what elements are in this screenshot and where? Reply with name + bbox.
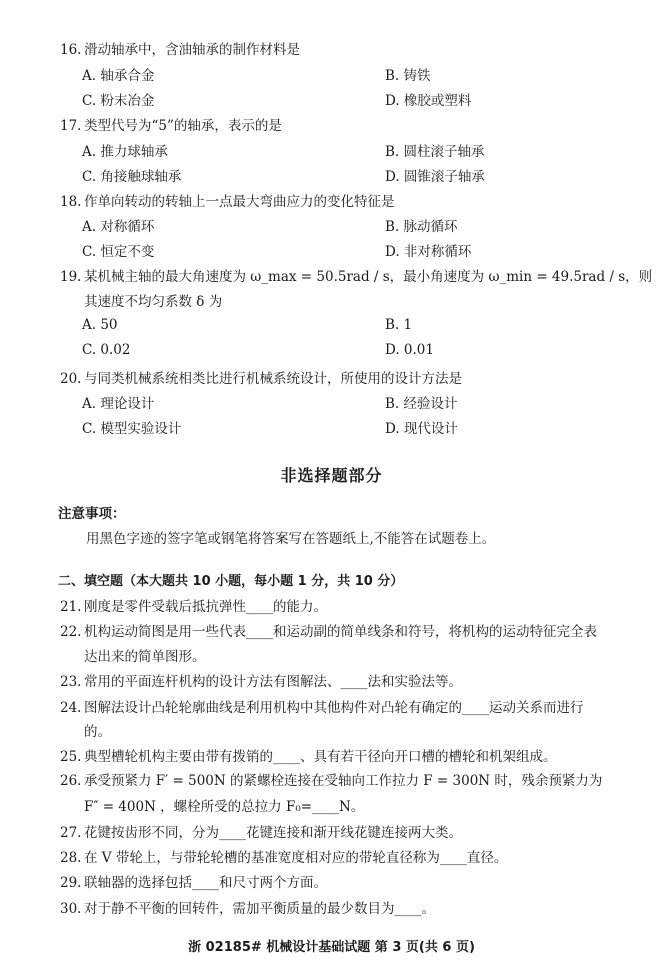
question-number: 24. [60, 700, 82, 716]
question-number: 18. [60, 194, 82, 210]
option-c: C. 恒定不变 [82, 244, 155, 260]
option-a: A. 对称循环 [82, 219, 155, 235]
option-b: B. 经验设计 [385, 396, 458, 412]
notice-heading: 注意事项： [58, 506, 126, 522]
question-stem: 作单向转动的转轴上一点最大弯曲应力的变化特征是 [84, 194, 395, 210]
question-23 [60, 670, 462, 690]
question-text: 图解法设计凸轮轮廓曲线是利用机构中其他构件对凸轮有确定的____运动关系而进行 [84, 700, 584, 716]
question-stem-continuation: 其速度不均匀系数 δ 为 [84, 294, 223, 310]
question-text: 刚度是零件受载后抵抗弹性____的能力。 [84, 599, 327, 615]
question-26 [60, 769, 602, 789]
question-text: 对于静不平衡的回转件，需加平衡质量的最少数目为____。 [84, 901, 435, 917]
option-c: C. 粉末冶金 [82, 93, 155, 109]
option-c: C. 角接触球轴承 [82, 169, 182, 185]
question-number: 20. [60, 371, 82, 387]
question-text: 典型槽轮机构主要由带有拨销的____、具有若干径向开口槽的槽轮和机架组成。 [84, 749, 557, 765]
question-stem: 类型代号为“5”的轴承，表示的是 [84, 118, 282, 134]
question-text: 花键按齿形不同，分为____花键连接和渐开线花键连接两大类。 [84, 825, 462, 841]
option-a: A. 理论设计 [82, 396, 155, 412]
question-text: 常用的平面连杆机构的设计方法有图解法、____法和实验法等。 [84, 674, 462, 690]
question-text-continuation: 达出来的简单图形。 [84, 649, 206, 665]
option-d: D. 0.01 [385, 342, 434, 358]
question-stem: 某机械主轴的最大角速度为 ω_max = 50.5rad / s，最小角速度为 ω_min = 49.5rad / s，则 [84, 269, 653, 285]
option-d: D. 现代设计 [385, 421, 458, 437]
option-a: A. 推力球轴承 [82, 144, 168, 160]
option-b: B. 脉动循环 [385, 219, 458, 235]
question-number: 19. [60, 269, 82, 285]
question-19 [60, 265, 652, 285]
notice-body: 用黑色字迹的签字笔或钢笔将答案写在答题纸上,不能答在试题卷上。 [86, 531, 496, 547]
question-number: 25. [60, 749, 82, 765]
question-16 [60, 38, 300, 58]
question-stem: 与同类机械系统相类比进行机械系统设计，所使用的设计方法是 [84, 371, 462, 387]
option-b: B. 铸铁 [385, 68, 431, 84]
question-text-continuation: 的。 [84, 724, 111, 740]
question-17 [60, 114, 282, 134]
part-heading: 二、填空题（本大题共 10 小题，每小题 1 分，共 10 分） [58, 574, 404, 589]
question-text-continuation: F″ = 400N ，螺栓所受的总拉力 F₀=____N。 [84, 799, 365, 815]
page-footer: 浙 02185# 机械设计基础试题 第 3 页(共 6 页) [188, 940, 475, 955]
question-number: 28. [60, 850, 82, 866]
option-b: B. 圆柱滚子轴承 [385, 144, 485, 160]
question-number: 23. [60, 674, 82, 690]
question-text: 承受预紧力 F′ = 500N 的紧螺栓连接在受轴向工作拉力 F = 300N 时，残余预紧力为 [84, 773, 603, 789]
question-25 [60, 745, 557, 765]
question-number: 21. [60, 599, 82, 615]
question-22 [60, 620, 597, 640]
question-number: 27. [60, 825, 82, 841]
option-a: A. 50 [82, 317, 118, 333]
question-number: 16. [60, 42, 82, 58]
option-d: D. 橡胶或塑料 [385, 93, 472, 109]
option-d: D. 圆锥滚子轴承 [385, 169, 485, 185]
option-b: B. 1 [385, 317, 413, 333]
question-text: 在 V 带轮上，与带轮轮槽的基准宽度相对应的带轮直径称为____直径。 [84, 850, 508, 866]
question-number: 30. [60, 901, 82, 917]
question-30 [60, 897, 435, 917]
option-c: C. 0.02 [82, 342, 131, 358]
question-number: 22. [60, 624, 82, 640]
section-title: 非选择题部分 [280, 466, 383, 485]
option-a: A. 轴承合金 [82, 68, 155, 84]
question-24 [60, 696, 584, 716]
question-28 [60, 846, 507, 866]
option-c: C. 模型实验设计 [82, 421, 182, 437]
question-number: 29. [60, 875, 82, 891]
question-number: 26. [60, 773, 82, 789]
question-20 [60, 367, 462, 387]
question-29 [60, 871, 327, 891]
question-stem: 滑动轴承中，含油轴承的制作材料是 [84, 42, 300, 58]
question-text: 机构运动简图是用一些代表____和运动副的简单线条和符号，将机构的运动特征完全表 [84, 624, 597, 640]
question-18 [60, 190, 395, 210]
question-number: 17. [60, 118, 82, 134]
question-21 [60, 595, 327, 615]
question-text: 联轴器的选择包括____和尺寸两个方面。 [84, 875, 327, 891]
question-27 [60, 821, 462, 841]
option-d: D. 非对称循环 [385, 244, 472, 260]
